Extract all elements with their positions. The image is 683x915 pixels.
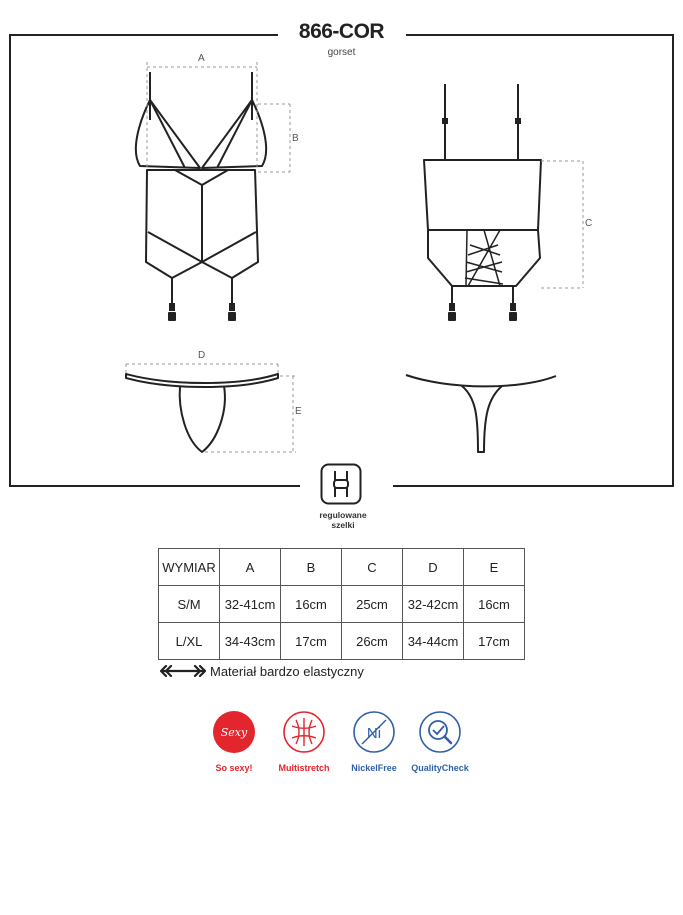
- table-cell: 17cm: [464, 623, 525, 660]
- feature-so-sexy: Sexy So sexy!: [194, 710, 274, 773]
- table-header-cell: B: [281, 549, 342, 586]
- table-cell: 17cm: [281, 623, 342, 660]
- table-header-cell: D: [403, 549, 464, 586]
- dimension-label-b: B: [292, 133, 299, 144]
- stretch-arrows-icon: [160, 665, 206, 677]
- product-type: gorset: [327, 47, 356, 58]
- size-table: [158, 548, 525, 660]
- table-cell: 32-42cm: [403, 586, 464, 623]
- table-cell: 32-41cm: [220, 586, 281, 623]
- table-header-cell: E: [464, 549, 525, 586]
- table-header-cell: C: [342, 549, 403, 586]
- table-cell: 34-44cm: [403, 623, 464, 660]
- table-cell: L/XL: [159, 623, 220, 660]
- feature-multistretch: Multistretch: [264, 710, 344, 773]
- adjustable-straps-label: regulowane szelki: [319, 510, 367, 530]
- so-sexy-icon: [212, 710, 256, 754]
- svg-text:Sexy: Sexy: [220, 726, 248, 739]
- dimension-label-c: C: [585, 218, 593, 229]
- dimension-label-a: A: [198, 53, 205, 64]
- table-cell: 16cm: [464, 586, 525, 623]
- nickel-free-icon: [352, 710, 396, 754]
- adjustable-straps-icon: [320, 463, 362, 505]
- svg-text:Ni: Ni: [366, 725, 382, 742]
- table-header-cell: WYMIAR: [159, 549, 220, 586]
- table-cell: 16cm: [281, 586, 342, 623]
- table-cell: 25cm: [342, 586, 403, 623]
- table-cell: 26cm: [342, 623, 403, 660]
- dimension-label-e: E: [295, 406, 302, 417]
- dimension-label-d: D: [198, 350, 206, 361]
- quality-check-icon: [418, 710, 462, 754]
- table-cell: 34-43cm: [220, 623, 281, 660]
- feature-nickel-free: Ni NickelFree: [334, 710, 414, 773]
- table-row: [159, 623, 525, 660]
- table-cell: S/M: [159, 586, 220, 623]
- table-header-cell: A: [220, 549, 281, 586]
- multistretch-icon: [282, 710, 326, 754]
- material-note: Materiał bardzo elastyczny: [210, 664, 364, 679]
- product-code: 866-COR: [298, 20, 385, 43]
- table-header-row: [159, 549, 525, 586]
- table-row: [159, 586, 525, 623]
- feature-quality-check: QualityCheck: [400, 710, 480, 773]
